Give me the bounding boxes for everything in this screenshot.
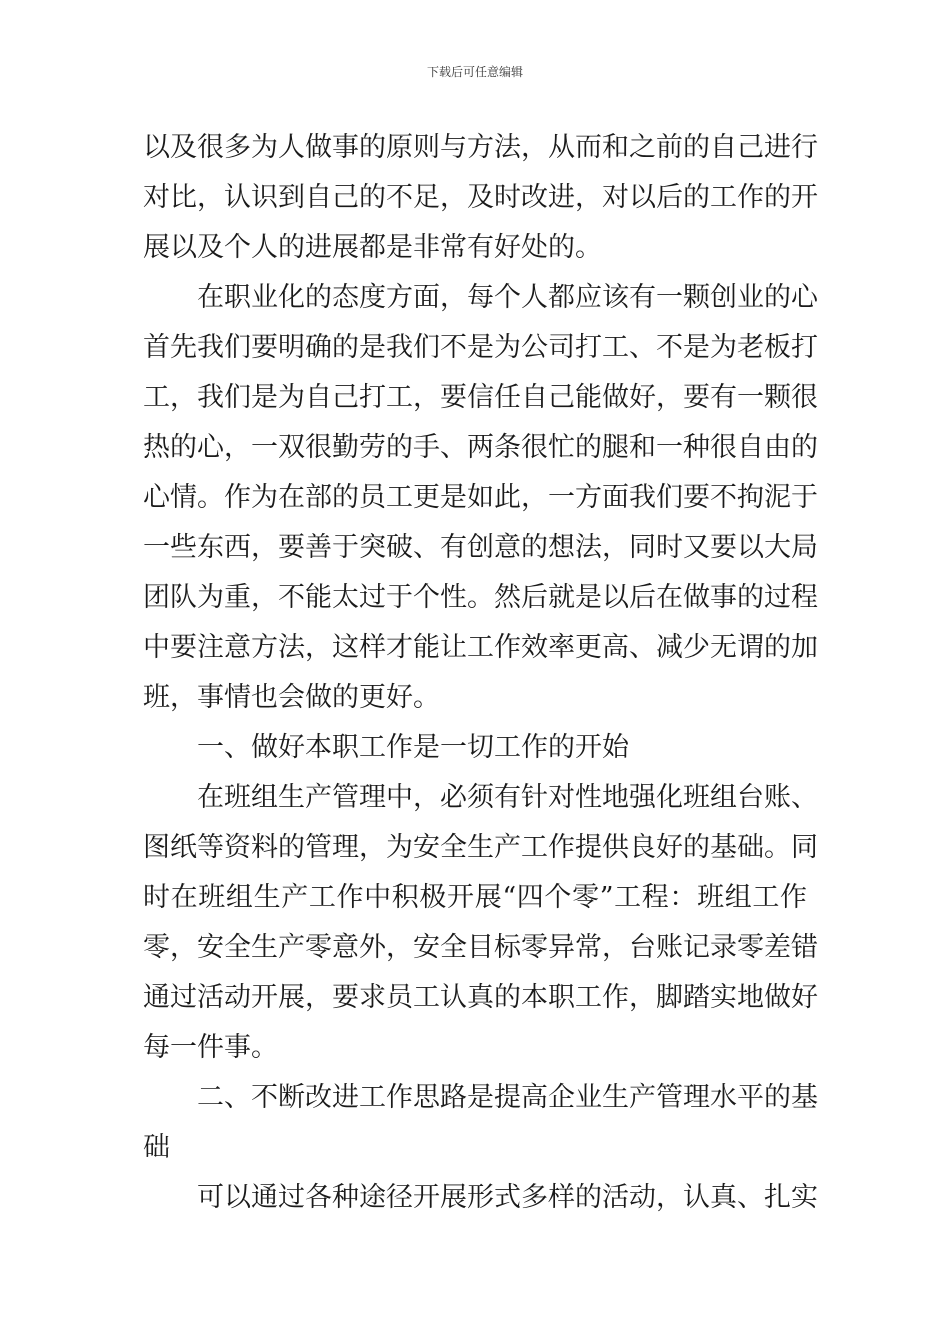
text-line: 一些东西，要善于突破、有创意的想法，同时又要以大局 [143, 532, 818, 563]
document-body [143, 123, 818, 1223]
text-line: 每一件事。 [143, 1032, 278, 1063]
text-line: 心情。作为在部的员工更是如此，一方面我们要不拘泥于 [143, 482, 818, 513]
text-line: 展以及个人的进展都是非常有好处的。 [143, 232, 602, 263]
text-line: 首先我们要明确的是我们不是为公司打工、不是为老板打 [143, 332, 818, 363]
text-line: 工，我们是为自己打工，要信任自己能做好，要有一颗很 [143, 382, 818, 413]
text-line: 础 [143, 1132, 170, 1163]
text-line: 二、不断改进工作思路是提高企业生产管理水平的基 [197, 1082, 818, 1113]
text-line: 对比，认识到自己的不足，及时改进，对以后的工作的开 [143, 182, 818, 213]
page-header: 下载后可任意编辑 [426, 65, 523, 79]
text-line: 以及很多为人做事的原则与方法，从而和之前的自己进行 [143, 132, 818, 163]
text-line: 零，安全生产零意外，安全目标零异常，台账记录零差错 [143, 932, 818, 963]
text-line: 团队为重，不能太过于个性。然后就是以后在做事的过程 [143, 582, 818, 613]
text-line: 可以通过各种途径开展形式多样的活动，认真、扎实 [197, 1182, 818, 1213]
text-line: 一、做好本职工作是一切工作的开始 [197, 732, 629, 763]
text-line: 热的心，一双很勤劳的手、两条很忙的腿和一种很自由的 [143, 432, 818, 463]
text-line: 班，事情也会做的更好。 [143, 682, 440, 713]
text-line: 在职业化的态度方面，每个人都应该有一颗创业的心 [197, 282, 818, 313]
text-line: 时在班组生产工作中积极开展“四个零”工程：班组工作 [143, 882, 807, 913]
text-line: 通过活动开展，要求员工认真的本职工作，脚踏实地做好 [143, 982, 818, 1013]
text-line: 中要注意方法，这样才能让工作效率更高、减少无谓的加 [143, 632, 818, 663]
text-line: 图纸等资料的管理，为安全生产工作提供良好的基础。同 [143, 832, 818, 863]
text-line: 在班组生产管理中，必须有针对性地强化班组台账、 [197, 782, 818, 813]
